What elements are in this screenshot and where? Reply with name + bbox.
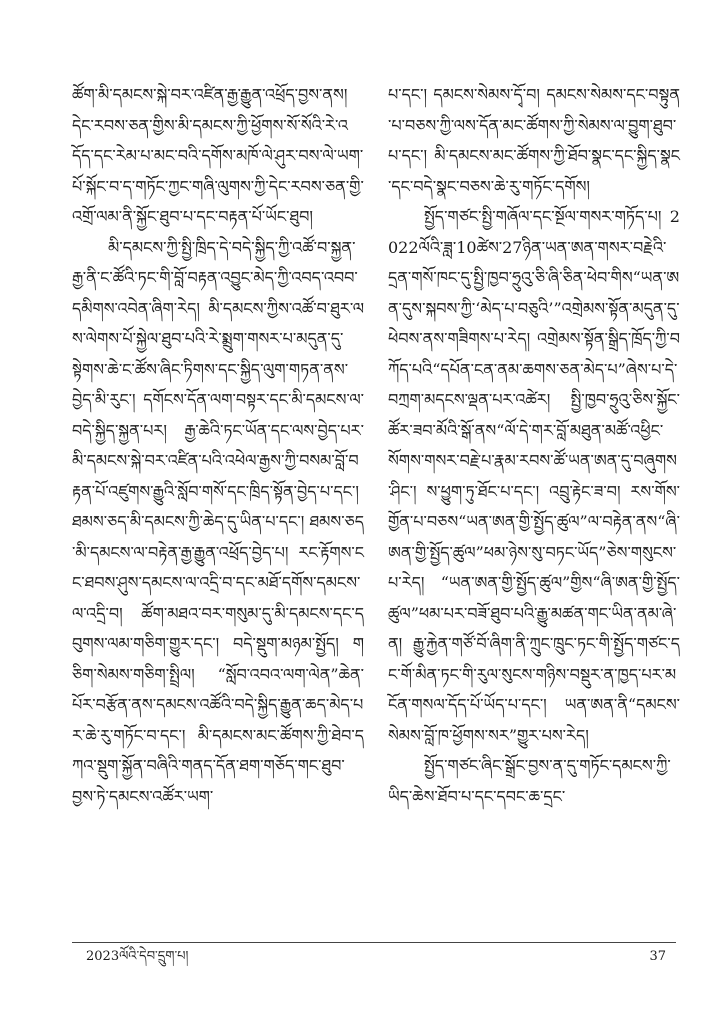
page-number: 37	[649, 949, 666, 964]
left-paragraph-1: ཚོག་མི་དམངས་སྐེ་བར་འཛིན་རྒྱ་རྒྱུན་འཕྲོད་བྱས་ནས། དེང་རབས་ཅན་གྱིས་མི་དམངས་ཀྱི་ཕྱོགས་སོ་སོའི་རེ་འདོད་དང་རེམ་པ་མང་བའི་དགོས་མཁོ་ལེ་ཤུར་བས་ལེ་ཡག་པོ་སྐོང་བ་ད་གཏོང་ཀྱང་གཞི་ལུགས་ཀྱི་དེང་རབས་ཅན་གྱི་འགྲོ་ལམ་ནི་སྐྱོང་ཐུབ་པ་དང་བརྟན་པོ་ཡོང་ཐུབ།	[72, 85, 364, 226]
left-column	[72, 80, 364, 812]
issue-label: 2023ལོའི་དེབ་དྲུག་པ།	[86, 949, 189, 964]
right-paragraph-2: སྤྱོད་གཙང་སྤྱི་གཞོལ་དང་སྔོལ་གསར་གཏོད་པ། 2022ལོའི་ཟླ་10ཚེས་27ཉིན་ཡན་ཨན་གསར་བརྗེའི་དྲན་གསོ་ཁང་དུ་སྤྱི་ཁྱབ་ཧྲུའུ་ཅི་ཞི་ཅིན་ཕེབ་གིས“ཡན་ཨན་དུས་སྐབས་ཀྱི་‘མེད་པ་བཅུའི’”འགྲེམས་སྟོན་མདུན་དུ་ཕེབས་ནས་གཟིགས་པ་རེད། འགྲེམས་སྟོན་སྒྲིད་ཁྲོད་ཀྱི་བཀོད་པའི“དཔོན་ངན་ནམ་ཆགས་ཅན་མེད་པ”ཞེས་པ་དེ་བཀྲག་མདངས་ལྡན་པར་འཚེར། སྤྱི་ཁྱབ་ཧྲུའུ་ཅིས་སྐྱོང་ཚོར་ཟབ་མོའི་སྒོ་ནས“ལོ་དེ་གར་བློ་མཐུན་མཚོ་འཕྱིང་སོགས་གསར་བརྗེ་པ་རྣམ་རབས་ཚོ་ཡན་ཨན་དུ་བཞུགས་ཤིང་། ས་ཕྱུག་ཏུ་ཐོང་པ་དང་། འབྲུ་རྟེང་ཟ་བ། རས་གོས་གྱོན་པ་བཅས“ཡན་ཨན་གྱི་སྤྱོད་ཚུལ”ལ་བརྟེན་ནས“ཞི་ཨན་གྱི་སྤྱོད་ཚུལ”ཕམ་ཉེས་སུ་བཏང་ཡོད”ཅེས་གསུངས་པ་རེད། “ཡན་ཨན་གྱི་སྤྱོད་ཚུལ”གྱིས“ཞི་ཨན་གྱི་སྤྱོད་ཚུལ”ཕམ་པར་བཟོ་ཐུབ་པའི་རྒྱུ་མཚན་གང་ཡིན་ནམ་ཞེ་ན། རྒྱུ་རྐྱེན་གཙོ་བོ་ཞིག་ནི་ཀྲུང་ཁྲུང་ཏང་གི་སྤྱོད་གཙང་དང་གོ་མིན་ཏང་གི་རུལ་སུངས་གཉིས་བསྡུར་ན་ཁྱད་པར་མངོན་གསལ་དོད་པོ་ཡོད་པ་དང་། ཡན་ཨན་ནི“དམངས་སེམས་བློ་ཁ་ཕྱོགས་སར”གྱུར་པས་རེད།	[388, 207, 680, 745]
right-paragraph-3: སྤྱོད་གཙང་ཞིང་སྒྲོང་བྱས་ན་དུ་གཏོང་དམངས་ཀྱི་ཡིད་ཆེས་ཐོབ་པ་དང་དབང་ཆ་དྲང་	[388, 756, 671, 806]
right-column	[388, 80, 680, 812]
footer-rule	[72, 942, 676, 943]
left-paragraph-2: མི་དམངས་ཀྱི་སྤྱི་ཁྲིད་དེ་བདེ་སྐྱིད་ཀྱི་འཚོ་བ་སྐྱན་རྒྱ་ནི་ང་ཚོའི་ཏང་གི་བློ་བརྟན་འབྱུང་མེད་ཀྱི་འབད་འབབ་དམིགས་འབེན་ཞིག་རེད། མི་དམངས་ཀྱིས་འཚོ་བ་ཐུར་ལས་ལེགས་པོ་སྐྱེལ་ཐུབ་པའི་རེ་སྨྲུག་གསར་པ་མདུན་དུ་སྟེགས་ཆེ་ང་ཚོས་ཞིང་ཏིགས་དང་སྐྱིད་ལུག་གཏན་ནས་བྱེད་མི་རུང་། དགོངས་དོན་ལག་བསྟར་དང་མི་དམངས་ལ་བདེ་སྐྱིད་སྐྱན་པར། རྒྱ་ཆེའི་ཏང་ཡོན་དང་ལས་བྱེད་པར་མི་དམངས་སྐེ་བར་འཛིན་པའི་འཕེལ་རྒྱས་ཀྱི་བསམ་བློ་བརྟན་པོ་འཛུགས་རྒྱུའི་སློབ་གསོ་དང་ཁྲིད་སྟོན་བྱེད་པ་དང་། ཐམས་ཅད་མི་དམངས་ཀྱི་ཆེད་དུ་ཡིན་པ་དང་། ཐམས་ཅད་མི་དམངས་ལ་བརྟེན་རྒྱ་རྒྱུན་འཕྲོད་བྱེད་པ། རང་རྟོགས་ངང་ཐབས་ཤུས་དམངས་ལ་འདྲི་བ་དང་མཐོ་དགོས་དམངས་ལ་འདྲི་བ། ཚོག་མཐའ་བར་གསུམ་དུ་མི་དམངས་དང་དབུགས་ལམ་གཅིག་གྱུར་དང་། བདེ་སྡུག་མཉམ་སྤྱོད། གཅིག་སེམས་གཅིག་སྤྲིལ། “སློབ་འབའ་ལག་ལེན”ཆེན་པོར་བརྩོན་ནས་དམངས་འཚོའི་བདེ་སྐྱིད་རྒྱུན་ཆད་མེད་པར་ཆེ་རུ་གཏོང་བ་དང་། མི་དམངས་མང་ཚོགས་ཀྱི་ཐེབ་དཀའ་སྡུག་སྐྱོན་བཞིའི་གནད་དོན་ཐག་གཅོད་གང་ཐུབ་བྱས་ཏེ་དམངས་འཚོར་ཡག་	[72, 237, 364, 806]
right-paragraph-1: པ་དང་། དམངས་སེམས་དྭོ་བ། དམངས་སེམས་དང་བསྟུན་པ་བཅས་ཀྱི་ལས་དོན་མང་ཚོགས་ཀྱི་སེམས་ལ་བྱུག་ཐུབ་པ་དང་། མི་དམངས་མང་ཚོགས་ཀྱི་ཐོབ་སྣང་དང་སྐྱིད་སྣང་དང་བདེ་སྣང་བཅས་ཆེ་རུ་གཏོང་དགོས།	[388, 85, 680, 196]
